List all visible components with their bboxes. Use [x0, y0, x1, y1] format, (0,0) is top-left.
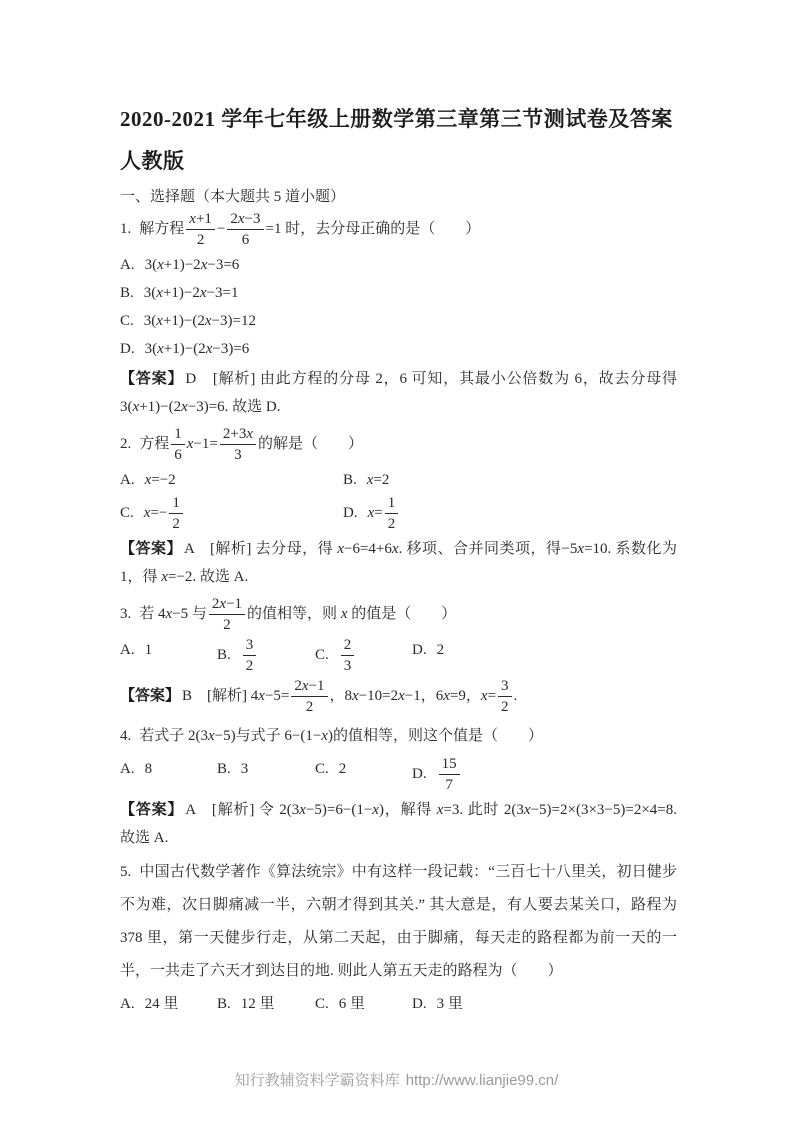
option-label: C. — [120, 313, 134, 329]
answer-letter: B — [182, 687, 193, 704]
fraction-numerator: 1 — [385, 494, 399, 514]
option-item — [217, 636, 315, 675]
option-content: 3(x+1)−2x−3=1 — [143, 285, 239, 301]
options-list — [120, 251, 677, 363]
option-label: B. — [217, 646, 231, 663]
question-number: 2. — [120, 435, 132, 452]
option-label: D. — [412, 765, 427, 782]
option-item — [315, 990, 412, 1018]
option-content: x=2 — [366, 472, 390, 488]
option-item — [343, 494, 677, 533]
option-content: x=− $\frac{1}{2}$ — [144, 505, 185, 521]
fraction — [341, 636, 355, 675]
option-label: B. — [120, 285, 134, 301]
fraction — [439, 755, 460, 794]
page-title: 2020-2021 学年七年级上册数学第三章第三节测试卷及答案人教版 — [120, 107, 673, 173]
option-label: D. — [120, 341, 135, 357]
option-label: A. — [120, 472, 135, 488]
question-stem: 3. 若 4x−5 与 $\frac{2x-1}{2}$ 的值相等，则 x 的值是（ ） — [120, 596, 457, 633]
fraction-denominator: 2 — [245, 658, 254, 674]
answer-explanation: [解析] 去分母，得 x−6=4+6x. 移项、合并同类项，得−5x=10. 系数化为 1，得 x=−2. 故选 A. — [120, 541, 677, 585]
option-content: 2 — [338, 761, 347, 777]
fraction — [227, 210, 263, 249]
fraction-denominator: 7 — [445, 777, 453, 793]
fraction-denominator: 6 — [174, 447, 182, 463]
option-content: x= $\frac{1}{2}$ — [368, 505, 401, 521]
option-content — [339, 637, 357, 674]
options-list — [120, 636, 677, 675]
answer-explanation: [解析] 令 2(3x−5)=6−(1−x)，解得 x=3. 此时 2(3x−5)=2×(3×3−5)=2×4=8. 故选 A. — [120, 802, 677, 846]
question-stem: 2. 方程 $\frac{1}{6}$ x−1= $\frac{2+3x}{3}$ 的解是（ ） — [120, 426, 364, 463]
fraction-numerator: x+1 — [186, 210, 215, 230]
option-item — [343, 466, 677, 494]
option-content: 3(x+1)−2x−3=6 — [144, 257, 240, 273]
footer-site-name: 知行教辅资料学霸资料库 — [234, 1072, 400, 1089]
fraction — [209, 595, 245, 634]
option-label: A. — [120, 996, 135, 1012]
fraction-numerator: 2x−1 — [291, 677, 327, 697]
answer-line — [120, 365, 677, 421]
option-label: A. — [120, 761, 135, 777]
option-label: D. — [412, 996, 427, 1012]
answer-line — [120, 796, 677, 852]
option-item — [120, 279, 677, 307]
option-item — [315, 755, 412, 794]
option-content: 8 — [144, 761, 153, 777]
options-list — [120, 466, 677, 533]
option-content: 1 — [144, 642, 153, 658]
question — [120, 425, 677, 591]
question — [120, 595, 677, 716]
fraction-denominator: 2 — [223, 617, 231, 633]
option-content: 3(x+1)−(2x−3)=12 — [143, 313, 256, 329]
fraction-numerator: 3 — [243, 636, 257, 656]
answer-letter: D — [185, 371, 197, 387]
option-label: D. — [343, 504, 358, 521]
option-item — [120, 494, 343, 533]
document-content — [120, 98, 677, 1022]
option-item — [120, 755, 217, 794]
question-number: 3. — [120, 605, 132, 622]
answer-line — [120, 535, 677, 591]
option-content: 6 里 — [338, 996, 366, 1012]
fraction-numerator: 3 — [498, 677, 512, 697]
question — [120, 720, 677, 852]
fraction-numerator: 1 — [169, 494, 183, 514]
answer-label: 【答案】 — [120, 687, 181, 704]
fraction — [243, 636, 257, 675]
fraction-denominator: 6 — [241, 232, 250, 248]
option-label: B. — [343, 472, 357, 488]
option-label: B. — [217, 761, 231, 777]
option-content: 12 里 — [240, 996, 275, 1012]
question-number: 4. — [120, 728, 132, 744]
option-item — [217, 990, 315, 1018]
answer-line — [120, 677, 677, 716]
option-content — [437, 756, 462, 793]
option-content: 24 里 — [144, 996, 179, 1012]
fraction — [291, 677, 327, 716]
fraction-denominator: 2 — [501, 699, 509, 715]
fraction-numerator: 2x−3 — [227, 210, 263, 230]
fraction — [385, 494, 399, 533]
fraction — [498, 677, 512, 716]
question-stem: 1. 解方程 $\frac{x+1}{2}$ − $\frac{2x-3}{6}$ =1 时，去分母正确的是（ ） — [120, 211, 481, 248]
answer-letter: A — [183, 541, 194, 557]
answer-letter: A — [185, 802, 196, 818]
option-item — [120, 636, 217, 675]
option-content: 3(x+1)−(2x−3)=6 — [144, 341, 250, 357]
question — [120, 856, 677, 1018]
fraction-numerator: 2x−1 — [209, 595, 245, 615]
answer-explanation: [解析] 由此方程的分母 2，6 可知，其最小公倍数为 6，故去分母得 3(x+1)−(2x−3)=6. 故选 D. — [120, 371, 677, 415]
fraction-denominator: 2 — [305, 699, 314, 715]
options-list — [120, 990, 677, 1018]
fraction-denominator: 2 — [387, 516, 396, 532]
section-header: 一、选择题（本大题共 5 道小题） — [120, 189, 346, 205]
option-label: C. — [315, 761, 329, 777]
option-item — [315, 636, 412, 675]
option-item — [412, 636, 677, 675]
question-stem: 5. 中国古代数学著作《算法统宗》中有这样一段记载：“三百七十八里关，初日健步不为难，次日脚痛减一半，六朝才得到其关.” 其大意是，有人要去某关口，路程为 378 里，第一天健步行走，从第二天起，由于脚痛，每天走的路程都为前一天的一半，一共走了六天才到达目的地. 则此人第五天走的路程为（ ） — [120, 864, 677, 979]
fraction-numerator: 2+3x — [220, 425, 256, 445]
option-label: C. — [120, 504, 134, 521]
option-content: 2 — [436, 642, 445, 658]
option-content: 3 里 — [436, 996, 463, 1012]
fraction — [171, 425, 185, 464]
fraction-denominator: 2 — [172, 516, 180, 532]
option-item — [120, 307, 677, 335]
option-item — [120, 251, 677, 279]
fraction-denominator: 2 — [196, 232, 205, 248]
answer-label: 【答案】 — [120, 371, 184, 387]
footer-credit — [0, 1069, 793, 1090]
fraction-numerator: 15 — [439, 755, 460, 775]
fraction-numerator: 1 — [171, 425, 185, 445]
question-number: 1. — [120, 220, 132, 237]
answer-label: 【答案】 — [120, 802, 184, 818]
questions — [120, 210, 677, 1018]
question-number: 5. — [120, 864, 132, 880]
fraction — [186, 210, 215, 249]
answer-label: 【答案】 — [120, 541, 182, 557]
fraction-denominator: 3 — [343, 658, 352, 674]
option-label: C. — [315, 996, 329, 1012]
option-label: A. — [120, 642, 135, 658]
fraction-numerator: 2 — [341, 636, 355, 656]
fraction-denominator: 3 — [234, 447, 242, 463]
option-content: x=−2 — [144, 472, 176, 488]
option-item — [412, 990, 677, 1018]
question — [120, 210, 677, 421]
options-list — [120, 755, 677, 794]
answer-explanation: [解析] 4x−5= $\frac{2x-1}{2}$ ，8x−10=2x−1，6x=9，x= $\frac{3}{2}$ . — [192, 678, 518, 715]
option-content: 3 — [240, 761, 249, 777]
option-item — [217, 755, 315, 794]
option-label: C. — [315, 646, 329, 663]
footer-url: http://www.lianjie99.cn/ — [405, 1072, 559, 1089]
option-item — [120, 990, 217, 1018]
fraction — [220, 425, 256, 464]
option-item — [120, 466, 343, 494]
question-stem: 4. 若式子 2(3x−5)与式子 6−(1−x)的值相等，则这个值是（ ） — [120, 728, 543, 744]
fraction — [169, 494, 183, 533]
option-label: A. — [120, 257, 135, 273]
option-item — [120, 335, 677, 363]
option-label: B. — [217, 996, 231, 1012]
option-label: D. — [412, 642, 427, 658]
option-item — [412, 755, 677, 794]
option-content — [241, 637, 259, 674]
